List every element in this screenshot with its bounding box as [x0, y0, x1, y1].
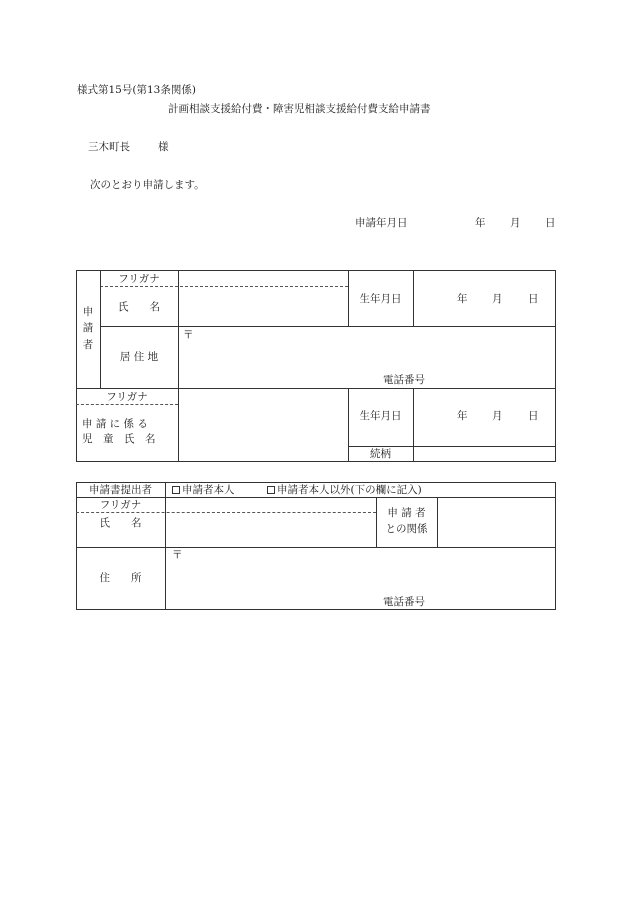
- submitter-address-label: 住 所: [99, 572, 142, 584]
- child-name-field[interactable]: [179, 406, 347, 461]
- applicant-furigana-label: フリガナ: [118, 273, 160, 285]
- submitter-phone-label: 電話番号: [383, 596, 425, 608]
- submitter-address-field[interactable]: [185, 549, 554, 591]
- applicant-section-label: [76, 304, 100, 353]
- child-birthdate-label: 生年月日: [359, 410, 402, 422]
- child-relationship-label: 続柄: [370, 448, 391, 460]
- applicant-section-char: 請: [82, 322, 94, 335]
- child-furigana-field[interactable]: [179, 389, 347, 405]
- child-birth-month: 月: [492, 410, 503, 422]
- checkbox-icon[interactable]: [267, 486, 275, 494]
- applicant-address-field[interactable]: [196, 328, 554, 370]
- applicant-phone-label: 電話番号: [383, 374, 425, 386]
- checkbox-icon[interactable]: [172, 486, 180, 494]
- child-name-label-line2: 児 童 氏 名: [82, 433, 156, 445]
- applicant-section-char: 者: [82, 338, 94, 351]
- applicant-birth-day: 日: [528, 293, 539, 305]
- application-date-year-field[interactable]: [420, 212, 475, 232]
- submitter-postal-mark: 〒: [172, 549, 183, 561]
- submitter-furigana-field[interactable]: [166, 498, 375, 512]
- application-date-month-field[interactable]: [488, 212, 510, 232]
- submitter-name-label: 氏 名: [99, 517, 142, 529]
- applicant-phone-field[interactable]: [434, 371, 554, 387]
- applicant-name-label: 氏 名: [118, 301, 160, 313]
- applicant-birth-year: 年: [457, 293, 468, 305]
- applicant-address-label: 居 住 地: [119, 351, 159, 363]
- applicant-postal-mark: 〒: [183, 329, 194, 341]
- application-date-month: 月: [510, 217, 521, 229]
- applicant-birth-month: 月: [492, 293, 503, 305]
- application-date-label: 申請年月日: [355, 217, 408, 229]
- submitter-name-field[interactable]: [166, 513, 375, 546]
- application-date-day-field[interactable]: [522, 212, 544, 232]
- submitter-relation-label-line2: との関係: [385, 523, 428, 535]
- application-date-year: 年: [475, 217, 486, 229]
- child-relationship-field[interactable]: [414, 447, 555, 461]
- submitter-label: 申請書提出者: [89, 484, 152, 496]
- child-furigana-label: フリガナ: [106, 391, 148, 403]
- submitter-furigana-label: フリガナ: [99, 499, 142, 511]
- applicant-furigana-field[interactable]: [179, 271, 347, 286]
- submitter-phone-field[interactable]: [434, 593, 554, 609]
- applicant-birthdate-label: 生年月日: [359, 293, 402, 305]
- form-title: 計画相談支援給付費・障害児相談支援給付費支給申請書: [168, 103, 431, 115]
- child-birth-year: 年: [457, 410, 468, 422]
- submitter-option-self[interactable]: [172, 485, 235, 496]
- submitter-relation-label-line1: 申 請 者: [387, 507, 426, 519]
- form-number: 様式第15号(第13条関係): [77, 84, 196, 96]
- child-name-label-line1: 申 請 に 係 る: [82, 418, 148, 430]
- addressee: 三木町長: [88, 141, 130, 153]
- submitter-relation-field[interactable]: [438, 498, 555, 546]
- intro-text: 次のとおり申請します。: [90, 179, 205, 191]
- submitter-option-other-label: 申請者本人以外(下の欄に記入): [277, 484, 422, 496]
- application-date-day: 日: [545, 217, 556, 229]
- submitter-option-self-label: 申請者本人: [182, 484, 235, 496]
- applicant-name-field[interactable]: [179, 287, 347, 325]
- addressee-honorific: 様: [158, 141, 169, 153]
- child-birth-day: 日: [528, 410, 539, 422]
- submitter-option-other[interactable]: [267, 485, 422, 496]
- applicant-section-char: 申: [82, 306, 94, 318]
